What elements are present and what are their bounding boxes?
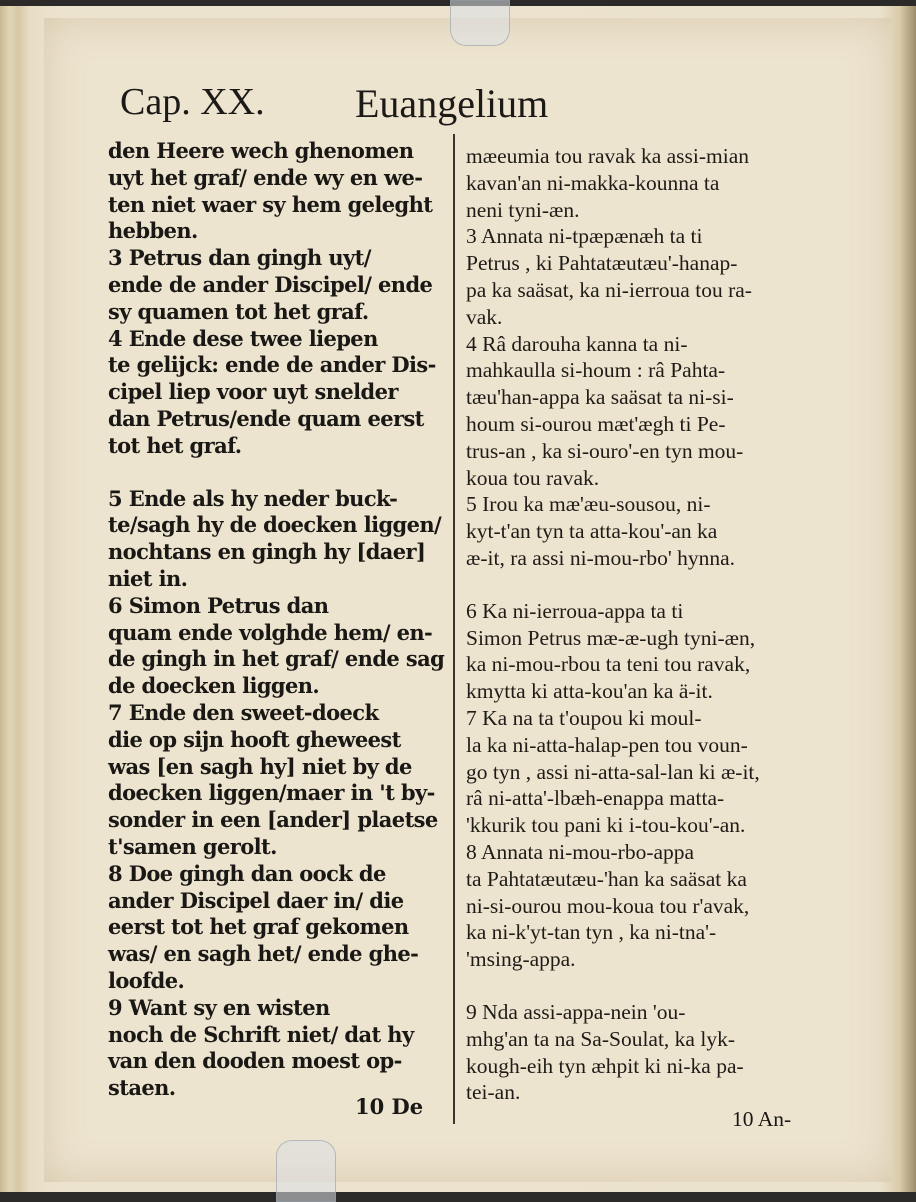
dutch-text-line: te gelijck: ende de ander Dis- [108, 352, 436, 378]
dutch-text-line: uyt het graf/ ende wy en we- [108, 164, 423, 190]
formosan-text-line: 9 Nda assi-appa-nein 'ou- [466, 999, 686, 1024]
formosan-text-column [466, 143, 806, 1106]
dutch-text-line: nochtans en gingh hy [daer] [108, 539, 426, 565]
dutch-text-column [108, 138, 445, 1102]
dutch-text-line: 3 Petrus dan gingh uyt/ [108, 245, 371, 271]
formosan-text-line: vak. [466, 304, 503, 329]
formosan-text-line: tei-an. [466, 1080, 521, 1105]
dutch-text-line: ander Discipel daer in/ die [108, 887, 404, 913]
formosan-text-line: 5 Irou ka mæ'æu-sousou, ni- [466, 492, 711, 517]
dutch-text-line: was [en sagh hy] niet by de [108, 753, 412, 779]
dutch-text-line: sonder in een [ander] plaetse [108, 807, 438, 833]
bottom-page-clip [276, 1140, 336, 1202]
dutch-text-line: loofde. [108, 967, 185, 993]
formosan-text-line: kough-eih tyn æhpit ki ni-ka pa- [466, 1053, 744, 1078]
dutch-text-line: tot het graf. [108, 432, 242, 458]
formosan-text-line: 'kkurik tou pani ki i-tou-kou'-an. [466, 813, 746, 838]
dutch-text-line: ende de ander Discipel/ ende [108, 271, 433, 297]
dutch-text-line: cipel liep voor uyt snelder [108, 379, 398, 405]
running-title: Euangelium [355, 81, 549, 126]
dutch-text-line: den Heere wech ghenomen [108, 138, 414, 163]
dutch-text-line: 4 Ende dese twee liepen [108, 325, 378, 351]
page-header [120, 80, 560, 130]
formosan-text-line: râ ni-atta'-lbæh-enappa matta- [466, 786, 725, 811]
dutch-text-line: hebben. [108, 218, 198, 244]
formosan-text-line: la ka ni-atta-halap-pen tou voun- [466, 732, 748, 757]
dutch-text-line: 7 Ende den sweet-doeck [108, 699, 379, 725]
formosan-text-line: 'msing-appa. [466, 947, 576, 972]
dutch-text-line: ten niet waer sy hem geleght [108, 191, 433, 217]
formosan-text-line: kmytta ki atta-kou'an ka ä-it. [466, 679, 713, 704]
formosan-text-line: houm si-ourou mæt'ægh ti Pe- [466, 411, 726, 436]
dutch-text-line: staen. [108, 1075, 176, 1101]
formosan-text-line: tæu'han-appa ka saäsat ta ni-si- [466, 385, 734, 410]
dutch-text-line: was/ en sagh het/ ende ghe- [108, 941, 419, 967]
formosan-text-line: 7 Ka na ta t'oupou ki moul- [466, 705, 702, 730]
formosan-text-line: mhg'an ta na Sa-Soulat, ka lyk- [466, 1026, 735, 1051]
dutch-text-line: eerst tot het graf gekomen [108, 914, 409, 940]
dutch-text-line: de doecken liggen. [108, 673, 320, 699]
dutch-text-line: van den dooden moest op- [108, 1048, 402, 1074]
dutch-text-line: die op sijn hooft gheweest [108, 726, 401, 752]
formosan-text-line: ka ni-k'yt-tan tyn , ka ni-tna'- [466, 920, 717, 945]
formosan-text-line: 8 Annata ni-mou-rbo-appa [466, 839, 695, 864]
formosan-text-line: go tyn , assi ni-atta-sal-lan ki æ-it, [466, 759, 760, 784]
dutch-text-line: dan Petrus/ende quam eerst [108, 405, 424, 431]
formosan-text-line: ni-si-ourou mou-koua tou r'avak, [466, 893, 750, 918]
paragraph-gap [108, 460, 434, 486]
dutch-text-line: t'samen gerolt. [108, 833, 277, 859]
dutch-text-line: noch de Schrift niet/ dat hy [108, 1021, 414, 1047]
formosan-text-line: 4 Râ darouha kanna ta ni- [466, 331, 688, 356]
formosan-text-line: neni tyni-æn. [466, 197, 580, 222]
column-divider [453, 134, 455, 1124]
formosan-text-line: 6 Ka ni-ierroua-appa ta ti [466, 598, 684, 623]
paragraph-gap [466, 973, 806, 999]
formosan-text-line: kavan'an ni-makka-kounna ta [466, 170, 720, 195]
dutch-text-line: quam ende volghde hem/ en- [108, 619, 433, 645]
dutch-text-line: te/sagh hy de doecken liggen/ [108, 512, 442, 538]
formosan-text-line: ka ni-mou-rbou ta teni tou ravak, [466, 652, 751, 677]
dutch-text-line: 9 Want sy en wisten [108, 994, 330, 1020]
dutch-text-line: de gingh in het graf/ ende sag [108, 646, 445, 672]
top-page-clip [450, 0, 510, 46]
formosan-text-line: koua tou ravak. [466, 465, 600, 490]
chapter-heading: Cap. XX. [120, 81, 265, 123]
dutch-text-line: doecken liggen/maer in 't by- [108, 780, 435, 806]
formosan-text-line: pa ka saäsat, ka ni-ierroua tou ra- [466, 277, 752, 302]
formosan-text-line: Petrus , ki Pahtatæutæu'-hanap- [466, 251, 738, 276]
dutch-text-line: 6 Simon Petrus dan [108, 592, 329, 618]
left-catchword: 10 De [355, 1094, 424, 1119]
formosan-text-line: kyt-t'an tyn ta atta-kou'-an ka [466, 519, 718, 544]
formosan-text-line: Simon Petrus mæ-æ-ugh tyni-æn, [466, 625, 756, 650]
formosan-text-line: trus-an , ka si-ouro'-en tyn mou- [466, 438, 744, 463]
right-catchword: 10 An- [732, 1107, 792, 1131]
formosan-text-line: æ-it, ra assi ni-mou-rbo' hynna. [466, 545, 735, 570]
formosan-text-line: mahkaulla si-houm : râ Pahta- [466, 358, 726, 383]
dutch-text-line: sy quamen tot het graf. [108, 298, 369, 324]
formosan-text-line: ta Pahtatæutæu-'han ka saäsat ka [466, 866, 747, 891]
formosan-text-line: 3 Annata ni-tpæpænæh ta ti [466, 224, 703, 249]
formosan-text-line: mæeumia tou ravak ka assi-mian [466, 144, 750, 168]
dutch-text-line: 8 Doe gingh dan oock de [108, 860, 386, 886]
dutch-text-line: niet in. [108, 565, 188, 591]
paragraph-gap [466, 572, 806, 598]
dutch-text-line: 5 Ende als hy neder buck- [108, 485, 398, 511]
